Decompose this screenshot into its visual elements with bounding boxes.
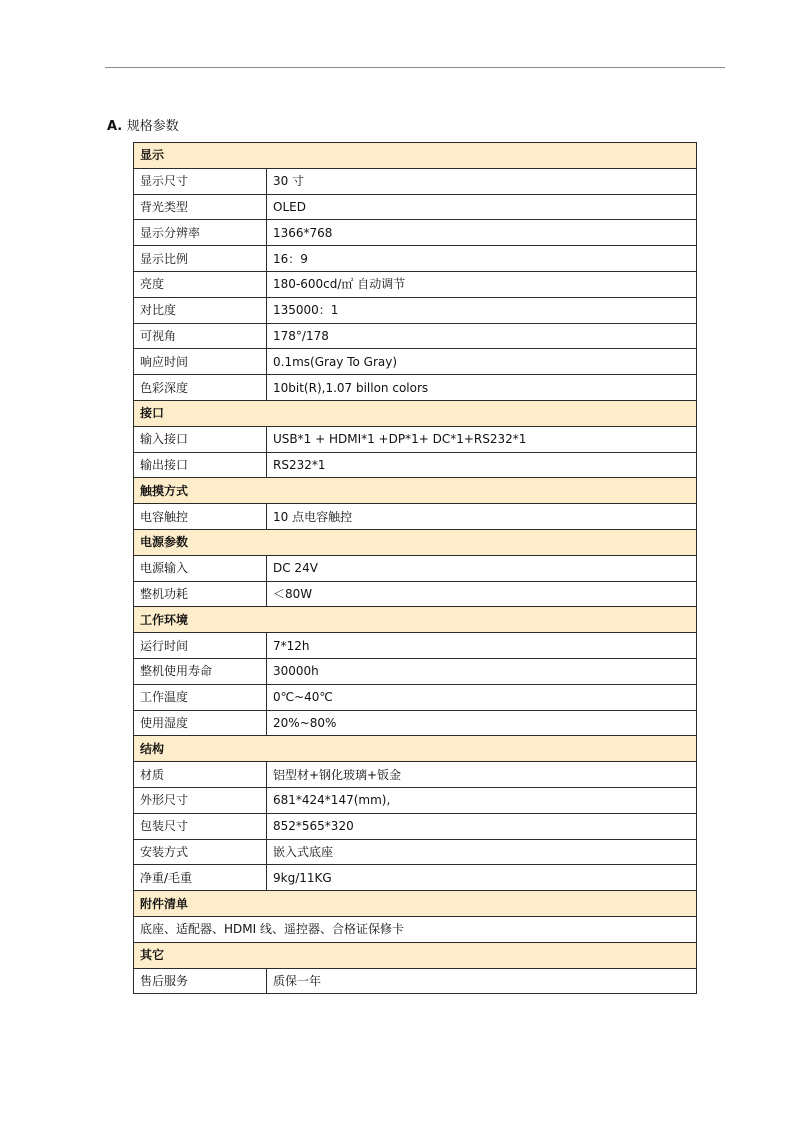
group-header-row [134,891,697,917]
table-row [134,452,697,478]
param-value: OLED [267,194,697,220]
table-row [134,504,697,530]
table-row [134,349,697,375]
table-row [134,813,697,839]
group-header-row [134,400,697,426]
group-header: 工作环境 [134,607,697,633]
spec-table-body [134,143,697,994]
table-row [134,426,697,452]
header-rule [105,67,725,68]
group-header: 附件清单 [134,891,697,917]
param-value: 质保一年 [267,968,697,994]
table-row [134,658,697,684]
param-value: 135000：1 [267,297,697,323]
param-label: 材质 [134,762,267,788]
param-label: 显示尺寸 [134,168,267,194]
param-label: 色彩深度 [134,375,267,401]
section-heading: 规格参数 [126,119,179,134]
param-value: 嵌入式底座 [267,839,697,865]
spec-table [133,142,697,994]
table-row [134,220,697,246]
param-label: 电容触控 [134,504,267,530]
param-value: 30 寸 [267,168,697,194]
param-label: 对比度 [134,297,267,323]
param-value: 180-600cd/㎡ 自动调节 [267,271,697,297]
table-row [134,710,697,736]
param-value: 1366*768 [267,220,697,246]
param-value: 10bit(R),1.07 billon colors [267,375,697,401]
param-value: 20%~80% [267,710,697,736]
param-label: 背光类型 [134,194,267,220]
param-label: 使用湿度 [134,710,267,736]
param-value: 10 点电容触控 [267,504,697,530]
table-row [134,684,697,710]
table-row [134,297,697,323]
group-header-row [134,736,697,762]
param-label: 整机功耗 [134,581,267,607]
param-label: 运行时间 [134,633,267,659]
table-row [134,168,697,194]
param-value: 9kg/11KG [267,865,697,891]
table-row [134,246,697,272]
param-value: RS232*1 [267,452,697,478]
table-row [134,865,697,891]
param-value: 30000h [267,658,697,684]
table-row [134,762,697,788]
param-value: 0.1ms(Gray To Gray) [267,349,697,375]
param-label: 显示比例 [134,246,267,272]
table-row [134,271,697,297]
section-number: A. [107,119,123,134]
param-label: 包装尺寸 [134,813,267,839]
table-row [134,916,697,942]
param-label: 净重/毛重 [134,865,267,891]
group-header-row [134,942,697,968]
group-header: 触摸方式 [134,478,697,504]
table-row [134,555,697,581]
group-header: 其它 [134,942,697,968]
group-header-row [134,143,697,169]
param-label: 售后服务 [134,968,267,994]
group-header-row [134,529,697,555]
table-row [134,968,697,994]
table-row [134,787,697,813]
param-value: 852*565*320 [267,813,697,839]
param-label: 亮度 [134,271,267,297]
param-value: 7*12h [267,633,697,659]
param-label: 整机使用寿命 [134,658,267,684]
param-value: DC 24V [267,555,697,581]
group-header: 电源参数 [134,529,697,555]
param-value: ＜80W [267,581,697,607]
param-label: 输入接口 [134,426,267,452]
table-row [134,839,697,865]
param-label: 显示分辨率 [134,220,267,246]
param-label: 外形尺寸 [134,787,267,813]
param-label: 可视角 [134,323,267,349]
param-value: 0℃~40℃ [267,684,697,710]
group-header-row [134,607,697,633]
group-header: 接口 [134,400,697,426]
param-label: 安装方式 [134,839,267,865]
full-width-cell: 底座、适配器、HDMI 线、遥控器、合格证保修卡 [134,916,697,942]
param-value: 178°/178 [267,323,697,349]
table-row [134,633,697,659]
section-title [107,115,179,134]
param-value: USB*1 + HDMI*1 +DP*1+ DC*1+RS232*1 [267,426,697,452]
param-label: 工作温度 [134,684,267,710]
table-row [134,581,697,607]
group-header-row [134,478,697,504]
table-row [134,323,697,349]
param-value: 16：9 [267,246,697,272]
group-header: 结构 [134,736,697,762]
param-value: 铝型材+钢化玻璃+钣金 [267,762,697,788]
group-header: 显示 [134,143,697,169]
param-value: 681*424*147(mm), [267,787,697,813]
param-label: 响应时间 [134,349,267,375]
table-row [134,194,697,220]
param-label: 输出接口 [134,452,267,478]
table-row [134,375,697,401]
param-label: 电源输入 [134,555,267,581]
